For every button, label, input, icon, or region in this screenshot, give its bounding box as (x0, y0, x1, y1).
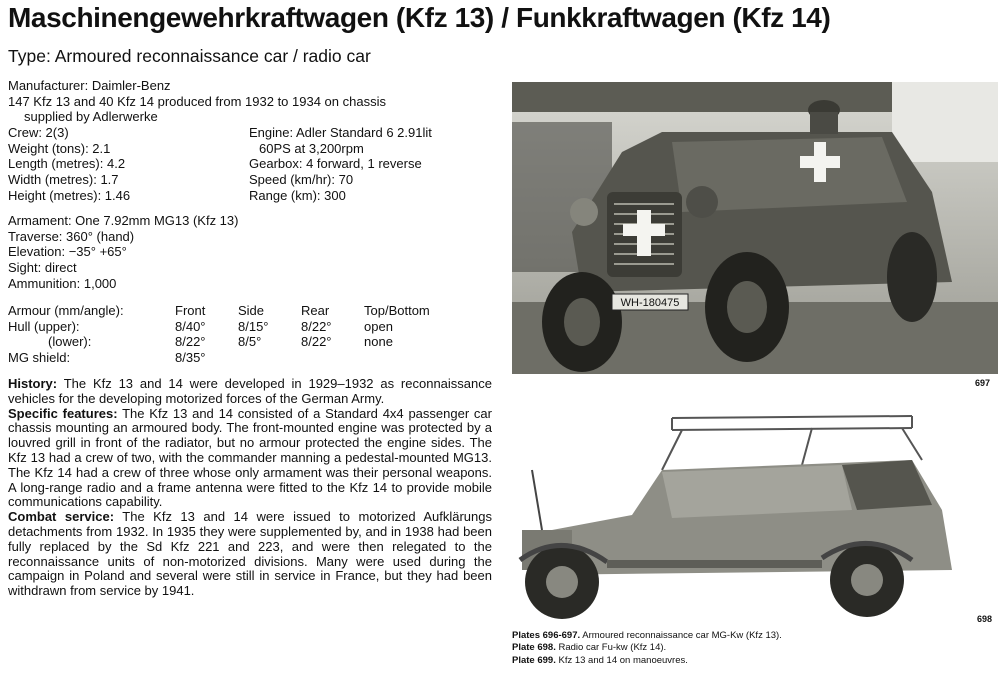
caption-text: Kfz 13 and 14 on manoeuvres. (555, 654, 688, 666)
caption-line (512, 630, 782, 642)
specs-left (8, 125, 130, 203)
col-front: Front (175, 303, 206, 318)
armament: Armament: One 7.92mm MG13 (Kfz 13) (8, 213, 239, 228)
production-line: 147 Kfz 13 and 40 Kfz 14 produced from 1932 to 1934 on chassis (8, 93, 386, 109)
spec-engine-power: 60PS at 3,200rpm (259, 140, 364, 156)
combat-label: Combat service: (8, 509, 115, 525)
history-label: History: (8, 376, 58, 391)
armour-label: Armour (mm/angle): (8, 303, 124, 318)
sight: Sight: direct (8, 260, 77, 276)
specs-right (249, 125, 432, 203)
spec-range: Range (km): 300 (249, 187, 346, 203)
armour-cell: 8/22° (301, 318, 332, 334)
description-text (8, 377, 492, 599)
photo-kfz13 (512, 82, 998, 374)
armour-cell: 8/5° (238, 334, 262, 350)
spec-gearbox: Gearbox: 4 forward, 1 reverse (249, 156, 422, 172)
page-title: Maschinengewehrkraftwagen (Kfz 13) / Funkkraftwagen (Kfz 14) (8, 2, 831, 33)
combat-body: The Kfz 13 and 14 were issued to motorized Aufklärungs detachments from 1932. In 1935 they were supplemented by, and in 1938 had been fully replaced by the Sd Kfz 221 and 223, and were then relegated to the reconnaissance units of non-motorized divisions. Many were used during the campaign in Poland and several were still in service in France, but they had been withdrawn from service by 1941. (8, 509, 492, 599)
caption-label: Plates 696-697. (512, 630, 581, 641)
armour-row-label: MG shield: (8, 350, 71, 366)
armour-row-label: (lower): (48, 334, 92, 350)
col-side: Side (238, 303, 265, 318)
elevation: Elevation: −35° +65° (8, 244, 127, 260)
licence-plate: WH-180475 (620, 297, 680, 309)
production-info (8, 78, 386, 125)
spec-speed: Speed (km/hr): 70 (249, 172, 354, 188)
traverse: Traverse: 360° (hand) (8, 228, 135, 244)
features-body: The Kfz 13 and 14 consisted of a Standard 4x4 passenger car chassis mounting an armoured body. The front-mounted engine was protected by a louvred grill in front of the radiator, but no armour protected the engine sides. The Kfz 13 had a crew of two, with the commander manning a pedestal-mounted MG13. The Kfz 14 had a crew of three whose only armament was their personal weapons. A long-range radio and a frame antenna were fitted to the Kfz 14 to provide mobile communications capability. (8, 405, 492, 510)
col-top-bottom: Top/Bottom (364, 303, 430, 318)
history-body: The Kfz 13 and 14 were developed in 1929–1932 as reconnaissance vehicles for the developing motorized forces of the German Army. (8, 376, 492, 406)
caption-line (512, 642, 782, 654)
caption-line (512, 655, 782, 667)
production-line: supplied by Adlerwerke (24, 109, 158, 125)
photo-kfz14 (512, 410, 971, 622)
spec-weight: Weight (tons): 2.1 (8, 140, 111, 156)
armour-cell: 8/35° (175, 350, 206, 366)
manufacturer: Manufacturer: Daimler-Benz (8, 78, 171, 93)
plate-number-697: 697 (975, 378, 991, 388)
photo-captions (512, 630, 782, 667)
armour-cell: none (364, 334, 393, 350)
features-label: Specific features: (8, 405, 118, 421)
plate-number-698: 698 (977, 614, 993, 624)
armour-cell: 8/22° (301, 334, 332, 350)
caption-text: Armoured reconnaissance car MG-Kw (Kfz 13). (580, 630, 782, 641)
ammunition: Ammunition: 1,000 (8, 275, 117, 291)
armour-row-label: Hull (upper): (8, 318, 80, 334)
armoured-car-photo (512, 82, 998, 374)
vehicle-type: Type: Armoured reconnaissance car / radio car (8, 46, 371, 66)
caption-label: Plate 699. (512, 654, 556, 666)
features-paragraph (8, 407, 492, 511)
radio-car-photo (512, 410, 971, 622)
spec-engine: Engine: Adler Standard 6 2.91lit (249, 125, 432, 140)
armour-cell: 8/22° (175, 334, 206, 350)
armour-cell: open (364, 318, 393, 334)
spec-length: Length (metres): 4.2 (8, 156, 126, 172)
weapons-info (8, 213, 238, 291)
combat-paragraph (8, 510, 492, 599)
caption-text: Radio car Fu-kw (Kfz 14). (555, 642, 667, 654)
armour-cell: 8/40° (175, 318, 206, 334)
armour-cell: 8/15° (238, 318, 269, 334)
history-paragraph (8, 377, 492, 407)
col-rear: Rear (301, 303, 330, 318)
spec-width: Width (metres): 1.7 (8, 172, 119, 188)
caption-label: Plate 698. (512, 642, 556, 654)
spec-crew: Crew: 2(3) (8, 125, 69, 140)
spec-height: Height (metres): 1.46 (8, 187, 131, 203)
